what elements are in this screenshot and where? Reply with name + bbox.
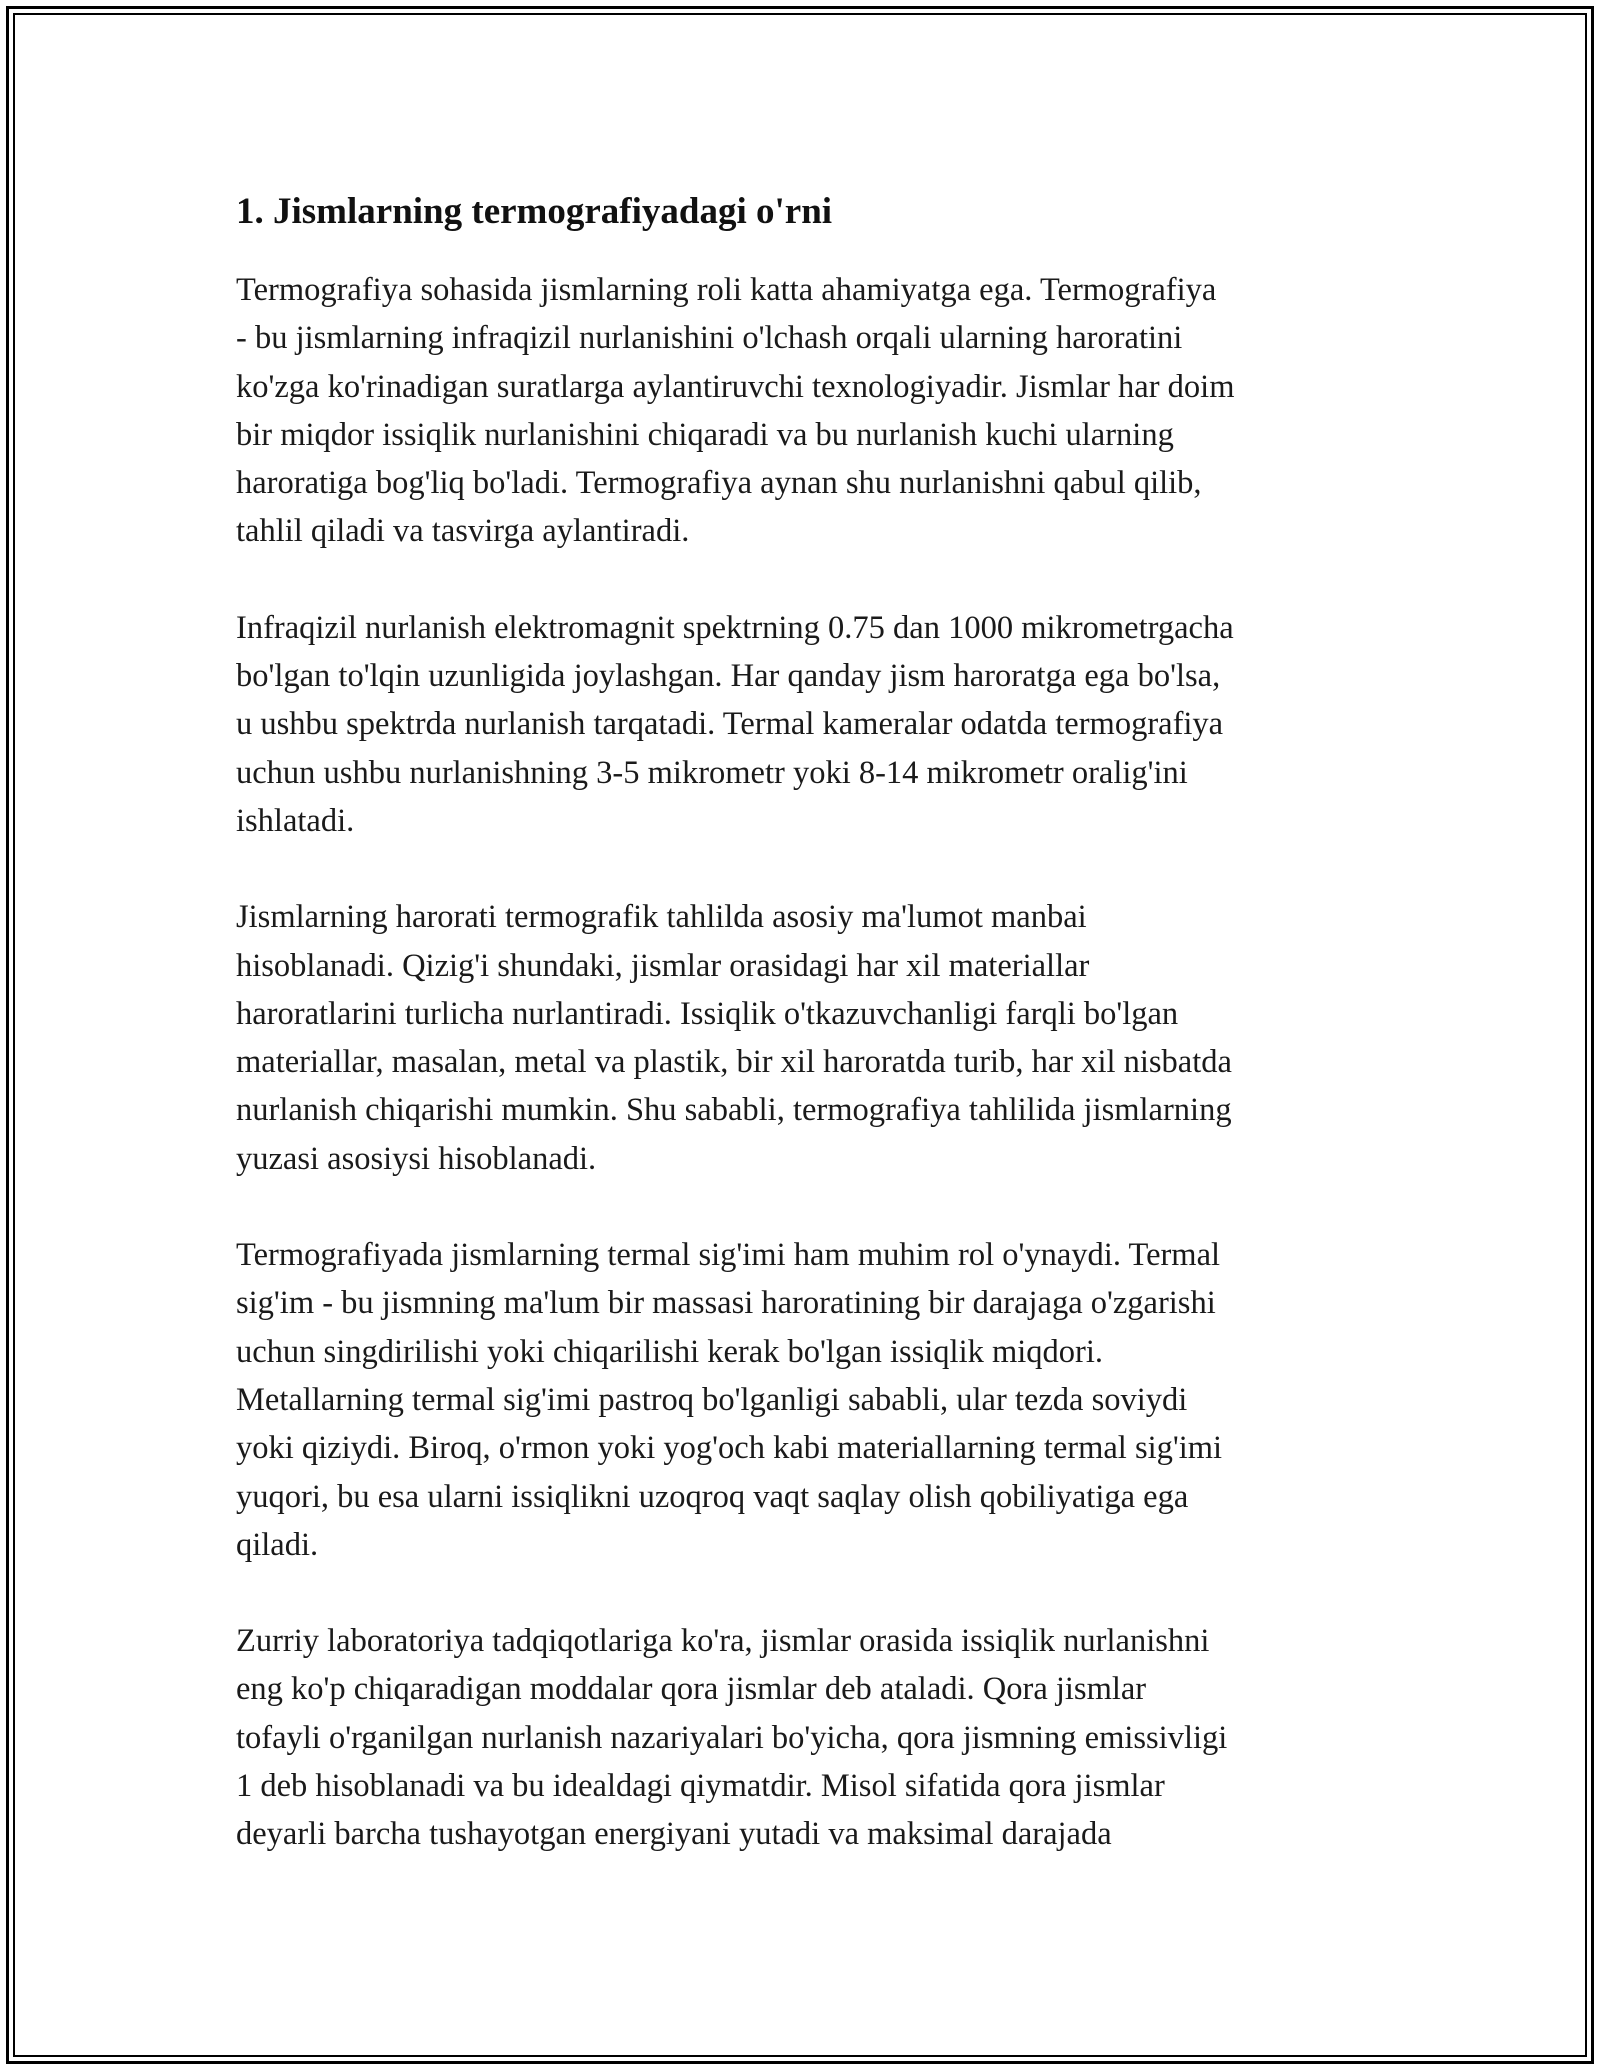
text-line: nurlanish chiqarishi mumkin. Shu sababli, termografiya tahlilida jismlarning <box>236 1092 1232 1129</box>
document-body <box>236 186 1376 1907</box>
text-line: tofayli o'rganilgan nurlanish nazariyalari bo'yicha, qora jismning emissivligi <box>236 1719 1228 1756</box>
text-line: sig'im - bu jismning ma'lum bir massasi haroratining bir darajaga o'zgarishi <box>236 1285 1216 1322</box>
text-line: 1 deb hisoblanadi va bu idealdagi qiymatdir. Misol sifatida qora jismlar <box>236 1768 1165 1805</box>
text-line: Termografiya sohasida jismlarning roli katta ahamiyatga ega. Termografiya <box>236 272 1217 308</box>
text-line: yuzasi asosiysi hisoblanadi. <box>236 1140 597 1177</box>
text-line: eng ko'p chiqaradigan moddalar qora jismlar deb ataladi. Qora jismlar <box>236 1671 1147 1708</box>
text-line: Termografiyada jismlarning termal sig'imi ham muhim rol o'ynaydi. Termal <box>236 1237 1221 1274</box>
text-line: uchun ushbu nurlanishning 3-5 mikrometr yoki 8-14 mikrometr oralig'ini <box>236 754 1188 791</box>
paragraph-3 <box>236 893 1376 1183</box>
text-line: - bu jismlarning infraqizil nurlanishini o'lchash orqali ularning haroratini <box>236 320 1183 357</box>
text-line: bo'lgan to'lqin uzunligida joylashgan. Har qanday jism haroratga ega bo'lsa, <box>236 658 1221 695</box>
text-line: ishlatadi. <box>236 802 355 839</box>
text-line: haroratlarini turlicha nurlantiradi. Issiqlik o'tkazuvchanligi farqli bo'lgan <box>236 995 1179 1032</box>
text-line: Jismlarning harorati termografik tahlilda asosiy ma'lumot manbai <box>236 899 1087 936</box>
text-line: u ushbu spektrda nurlanish tarqatadi. Termal kameralar odatda termografiya <box>236 706 1224 743</box>
text-line: materiallar, masalan, metal va plastik, bir xil haroratda turib, har xil nisbatda <box>236 1044 1232 1081</box>
text-line: Zurriy laboratoriya tadqiqotlariga ko'ra, jismlar orasida issiqlik nurlanishni <box>236 1623 1210 1660</box>
text-line: ko'zga ko'rinadigan suratlarga aylantiruvchi texnologiyadir. Jismlar har doim <box>236 368 1235 405</box>
text-line: tahlil qiladi va tasvirga aylantiradi. <box>236 513 690 550</box>
text-line: yuqori, bu esa ularni issiqlikni uzoqroq vaqt saqlay olish qobiliyatiga ega <box>236 1478 1189 1515</box>
paragraph-5 <box>236 1617 1376 1858</box>
section-heading: 1. Jismlarning termografiyadagi o'rni <box>236 191 833 232</box>
text-line: uchun singdirilishi yoki chiqarilishi kerak bo'lgan issiqlik miqdori. <box>236 1333 1104 1370</box>
text-line: yoki qiziydi. Biroq, o'rmon yoki yog'och kabi materiallarning termal sig'imi <box>236 1430 1223 1467</box>
text-line: haroratiga bog'liq bo'ladi. Termografiya aynan shu nurlanishni qabul qilib, <box>236 465 1202 502</box>
paragraph-4 <box>236 1231 1376 1569</box>
text-line: Metallarning termal sig'imi pastroq bo'lganligi sababli, ular tezda soviydi <box>236 1381 1188 1418</box>
paragraph-1 <box>236 266 1376 556</box>
text-line: bir miqdor issiqlik nurlanishini chiqaradi va bu nurlanish kuchi ularning <box>236 416 1174 453</box>
text-line: Infraqizil nurlanish elektromagnit spektrning 0.75 dan 1000 mikrometrgacha <box>236 609 1234 646</box>
text-line: deyarli barcha tushayotgan energiyani yutadi va maksimal darajada <box>236 1816 1112 1853</box>
text-line: qiladi. <box>236 1526 319 1563</box>
text-line: hisoblanadi. Qizig'i shundaki, jismlar orasidagi har xil materiallar <box>236 947 1090 984</box>
paragraph-2 <box>236 604 1376 845</box>
